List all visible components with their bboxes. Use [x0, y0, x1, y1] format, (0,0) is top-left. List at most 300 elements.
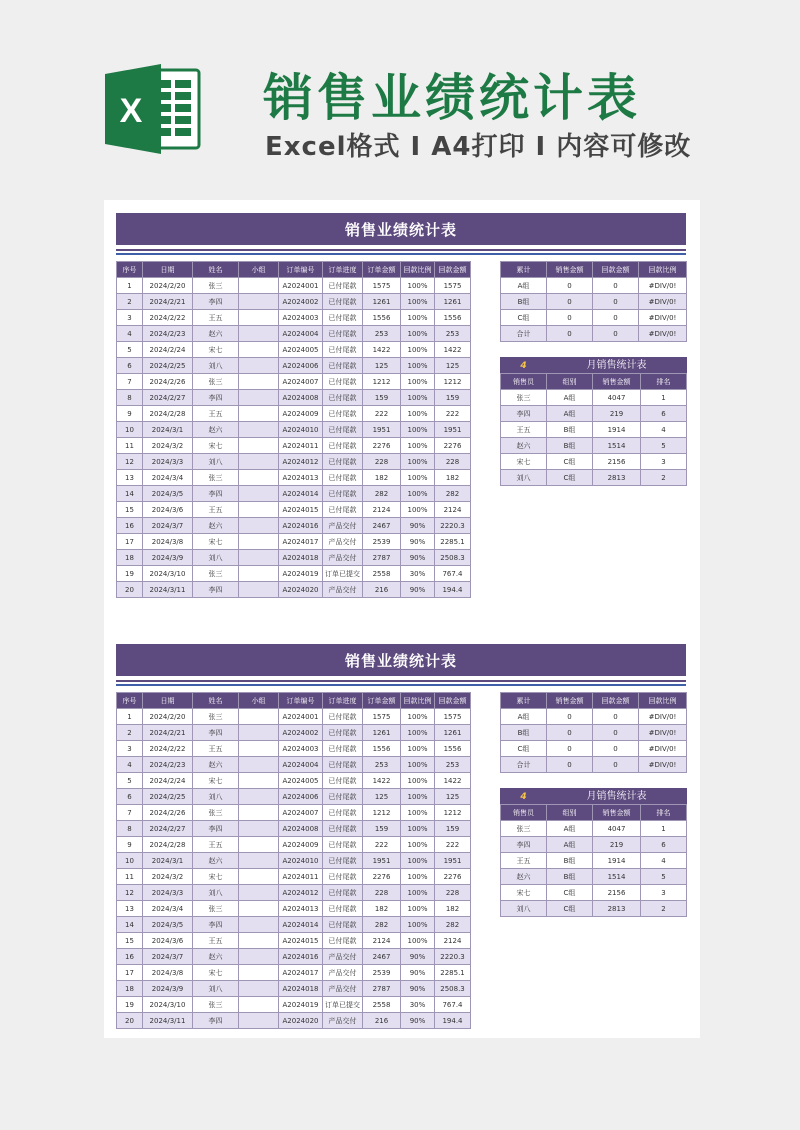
table-cell: [239, 454, 279, 470]
summary-row: [501, 757, 687, 773]
group-summary-table: [500, 692, 687, 773]
table-cell: 李四: [501, 837, 547, 853]
page-subtitle: Excel格式 I A4打印 I 内容可修改: [265, 132, 692, 162]
table-cell: 已付尾款: [323, 837, 363, 853]
column-header: 序号: [117, 262, 143, 278]
table-cell: 2: [117, 294, 143, 310]
table-cell: 1212: [363, 374, 401, 390]
table-cell: A2024002: [279, 294, 323, 310]
table-cell: 10: [117, 422, 143, 438]
table-cell: 0: [547, 326, 593, 342]
table-cell: 宋七: [193, 869, 239, 885]
table-cell: 90%: [401, 534, 435, 550]
table-cell: A2024001: [279, 709, 323, 725]
table-cell: 6: [641, 406, 687, 422]
table-cell: 0: [547, 741, 593, 757]
table-cell: 4: [117, 757, 143, 773]
table-cell: 1514: [593, 869, 641, 885]
summary-row: [501, 278, 687, 294]
table-cell: 100%: [401, 390, 435, 406]
table-cell: 17: [117, 534, 143, 550]
table-cell: A2024002: [279, 725, 323, 741]
table-cell: 李四: [193, 917, 239, 933]
table-header-row: [501, 262, 687, 278]
column-header: 组别: [547, 805, 593, 821]
table-cell: 228: [435, 885, 471, 901]
table-cell: 100%: [401, 326, 435, 342]
month-number: 4: [501, 358, 547, 374]
table-cell: 刘八: [193, 550, 239, 566]
table-row: [117, 933, 471, 949]
table-cell: 1261: [363, 725, 401, 741]
table-cell: 产品交付: [323, 550, 363, 566]
table-cell: C组: [547, 901, 593, 917]
table-cell: 赵六: [501, 438, 547, 454]
divider: [116, 680, 686, 682]
table-cell: [239, 901, 279, 917]
table-cell: 2285.1: [435, 965, 471, 981]
table-cell: 282: [363, 486, 401, 502]
table-cell: A组: [501, 709, 547, 725]
table-cell: 张三: [193, 805, 239, 821]
table-cell: 100%: [401, 821, 435, 837]
table-cell: 宋七: [193, 534, 239, 550]
table-cell: 张三: [501, 821, 547, 837]
table-cell: 5: [641, 869, 687, 885]
table-cell: 2024/2/22: [143, 310, 193, 326]
table-cell: [239, 805, 279, 821]
table-cell: 4: [641, 422, 687, 438]
table-cell: 100%: [401, 741, 435, 757]
table-cell: 100%: [401, 438, 435, 454]
table-cell: 产品交付: [323, 981, 363, 997]
table-cell: 张三: [193, 374, 239, 390]
table-cell: A2024006: [279, 789, 323, 805]
table-cell: 1556: [435, 741, 471, 757]
table-cell: 2024/3/1: [143, 422, 193, 438]
table-cell: 9: [117, 406, 143, 422]
table-cell: [239, 566, 279, 582]
column-header: 回款比例: [639, 693, 687, 709]
table-cell: 100%: [401, 454, 435, 470]
table-cell: 已付尾款: [323, 725, 363, 741]
table-cell: B组: [547, 438, 593, 454]
table-row: [117, 454, 471, 470]
table-cell: 0: [593, 310, 639, 326]
table-row: [117, 406, 471, 422]
table-cell: 219: [593, 406, 641, 422]
table-cell: 2024/3/5: [143, 486, 193, 502]
column-header: 小组: [239, 262, 279, 278]
table-cell: 11: [117, 869, 143, 885]
table-cell: 1575: [435, 709, 471, 725]
table-cell: [239, 486, 279, 502]
summary-row: [501, 709, 687, 725]
column-header: 回款比例: [401, 262, 435, 278]
table-row: [117, 885, 471, 901]
table-cell: 2024/3/2: [143, 438, 193, 454]
table-cell: 182: [363, 901, 401, 917]
table-row: [117, 582, 471, 598]
table-cell: 194.4: [435, 1013, 471, 1029]
table-cell: [239, 1013, 279, 1029]
table-cell: 王五: [193, 933, 239, 949]
table-cell: 1261: [435, 725, 471, 741]
table-row: [117, 518, 471, 534]
table-cell: 228: [363, 885, 401, 901]
table-cell: 6: [641, 837, 687, 853]
table-cell: 2024/2/24: [143, 342, 193, 358]
table-cell: [239, 326, 279, 342]
table-cell: 1575: [363, 278, 401, 294]
table-cell: 2813: [593, 470, 641, 486]
table-cell: [239, 374, 279, 390]
table-cell: A2024003: [279, 741, 323, 757]
table-cell: A组: [547, 390, 593, 406]
month-row: [501, 821, 687, 837]
table-cell: 14: [117, 917, 143, 933]
column-header: 回款比例: [639, 262, 687, 278]
column-header: 销售员: [501, 374, 547, 390]
table-cell: 2024/2/25: [143, 358, 193, 374]
table-cell: 2024/2/27: [143, 821, 193, 837]
table-cell: A2024007: [279, 805, 323, 821]
table-cell: 2276: [435, 869, 471, 885]
table-cell: 已付尾款: [323, 390, 363, 406]
table-cell: 1556: [435, 310, 471, 326]
table-cell: 1556: [363, 741, 401, 757]
table-row: [117, 821, 471, 837]
table-cell: 13: [117, 901, 143, 917]
table-cell: 1575: [435, 278, 471, 294]
table-cell: 已付尾款: [323, 773, 363, 789]
table-cell: 5: [117, 342, 143, 358]
column-header: 排名: [641, 805, 687, 821]
table-cell: 15: [117, 933, 143, 949]
table-cell: 已付尾款: [323, 885, 363, 901]
month-number: 4: [501, 789, 547, 805]
table-cell: 已付尾款: [323, 470, 363, 486]
table-cell: A2024010: [279, 853, 323, 869]
table-row: [117, 917, 471, 933]
table-cell: 3: [117, 310, 143, 326]
table-row: [117, 949, 471, 965]
table-cell: 2024/3/11: [143, 582, 193, 598]
table-cell: 0: [593, 757, 639, 773]
table-cell: 2: [641, 470, 687, 486]
column-header: 订单进度: [323, 262, 363, 278]
table-row: [117, 294, 471, 310]
table-cell: [239, 789, 279, 805]
table-cell: A2024007: [279, 374, 323, 390]
table-cell: 产品交付: [323, 965, 363, 981]
table-cell: 2: [641, 901, 687, 917]
table-cell: A2024006: [279, 358, 323, 374]
table-cell: 1951: [363, 422, 401, 438]
table-cell: #DIV/0!: [639, 326, 687, 342]
table-cell: 2276: [363, 869, 401, 885]
column-header: 回款金额: [435, 693, 471, 709]
table-cell: [239, 821, 279, 837]
table-cell: [239, 949, 279, 965]
table-cell: 赵六: [193, 757, 239, 773]
table-cell: 1: [117, 709, 143, 725]
table-row: [117, 997, 471, 1013]
table-cell: 2124: [435, 502, 471, 518]
table-cell: 已付尾款: [323, 502, 363, 518]
table-cell: [239, 358, 279, 374]
table-row: [117, 725, 471, 741]
table-cell: A2024017: [279, 534, 323, 550]
table-cell: A2024014: [279, 486, 323, 502]
table-cell: A2024020: [279, 1013, 323, 1029]
table-cell: A2024016: [279, 518, 323, 534]
table-cell: 0: [547, 725, 593, 741]
table-cell: 宋七: [193, 342, 239, 358]
table-cell: A2024008: [279, 390, 323, 406]
table-cell: 219: [593, 837, 641, 853]
table-cell: 13: [117, 470, 143, 486]
table-cell: 100%: [401, 422, 435, 438]
table-row: [117, 773, 471, 789]
table-cell: [239, 917, 279, 933]
table-cell: 赵六: [193, 422, 239, 438]
table-cell: 宋七: [501, 885, 547, 901]
table-cell: [239, 709, 279, 725]
table-cell: 8: [117, 390, 143, 406]
table-cell: #DIV/0!: [639, 725, 687, 741]
table-cell: 2276: [363, 438, 401, 454]
table-row: [117, 438, 471, 454]
table-cell: 已付尾款: [323, 709, 363, 725]
month-row: [501, 869, 687, 885]
table-cell: 0: [593, 294, 639, 310]
sales-detail-table: [116, 692, 471, 1029]
table-cell: 100%: [401, 709, 435, 725]
table-cell: 王五: [193, 406, 239, 422]
column-header: 回款金额: [593, 262, 639, 278]
table-cell: 100%: [401, 805, 435, 821]
table-cell: A2024015: [279, 933, 323, 949]
table-cell: [239, 470, 279, 486]
table-cell: 0: [547, 757, 593, 773]
table-cell: 刘八: [193, 789, 239, 805]
table-cell: 2024/3/5: [143, 917, 193, 933]
table-cell: 30%: [401, 997, 435, 1013]
table-cell: 100%: [401, 278, 435, 294]
table-cell: 李四: [193, 582, 239, 598]
table-cell: A2024001: [279, 278, 323, 294]
table-cell: 2156: [593, 454, 641, 470]
table-cell: 4047: [593, 821, 641, 837]
table-cell: 253: [363, 757, 401, 773]
table-cell: 216: [363, 1013, 401, 1029]
month-row: [501, 901, 687, 917]
table-cell: #DIV/0!: [639, 757, 687, 773]
table-cell: 1422: [435, 342, 471, 358]
table-header-row: [501, 693, 687, 709]
table-cell: 18: [117, 981, 143, 997]
table-cell: 100%: [401, 342, 435, 358]
table-cell: 100%: [401, 933, 435, 949]
table-cell: 2558: [363, 997, 401, 1013]
table-cell: 2024/3/3: [143, 885, 193, 901]
table-cell: 张三: [193, 901, 239, 917]
table-cell: 125: [435, 789, 471, 805]
table-cell: A2024013: [279, 470, 323, 486]
table-cell: 19: [117, 566, 143, 582]
table-cell: 2024/3/9: [143, 550, 193, 566]
table-cell: A组: [547, 406, 593, 422]
table-cell: 100%: [401, 725, 435, 741]
table-cell: 1951: [435, 853, 471, 869]
table-cell: C组: [547, 454, 593, 470]
table-cell: 赵六: [501, 869, 547, 885]
table-cell: 12: [117, 454, 143, 470]
table-cell: 3: [117, 741, 143, 757]
divider: [116, 684, 686, 686]
table-cell: 已付尾款: [323, 869, 363, 885]
table-cell: A2024003: [279, 310, 323, 326]
table-cell: #DIV/0!: [639, 741, 687, 757]
table-cell: A2024010: [279, 422, 323, 438]
table-row: [117, 965, 471, 981]
table-cell: 2124: [363, 933, 401, 949]
table-cell: C组: [547, 885, 593, 901]
table-cell: 3: [641, 454, 687, 470]
table-cell: 李四: [193, 294, 239, 310]
table-cell: 1: [641, 821, 687, 837]
table-cell: 已付尾款: [323, 789, 363, 805]
table-row: [117, 374, 471, 390]
table-cell: 已付尾款: [323, 326, 363, 342]
table-cell: 已付尾款: [323, 933, 363, 949]
table-cell: #DIV/0!: [639, 310, 687, 326]
column-header: 累计: [501, 262, 547, 278]
table-cell: A2024019: [279, 566, 323, 582]
table-cell: 282: [435, 917, 471, 933]
table-cell: 282: [435, 486, 471, 502]
table-cell: 9: [117, 837, 143, 853]
table-cell: 222: [435, 406, 471, 422]
sheet-banner: 销售业绩统计表: [116, 213, 686, 245]
column-header: 订单编号: [279, 262, 323, 278]
table-cell: 2220.3: [435, 518, 471, 534]
table-cell: 1575: [363, 709, 401, 725]
excel-icon: [103, 64, 203, 154]
month-title: 月销售统计表: [547, 358, 687, 374]
table-cell: 3: [641, 885, 687, 901]
table-cell: 2220.3: [435, 949, 471, 965]
table-cell: 15: [117, 502, 143, 518]
table-row: [117, 422, 471, 438]
table-cell: B组: [547, 869, 593, 885]
column-header: 姓名: [193, 693, 239, 709]
table-cell: 216: [363, 582, 401, 598]
table-cell: 2024/3/10: [143, 997, 193, 1013]
table-cell: 李四: [193, 821, 239, 837]
table-cell: 2024/3/4: [143, 901, 193, 917]
table-cell: 2024/3/8: [143, 534, 193, 550]
table-cell: 0: [593, 725, 639, 741]
divider: [116, 253, 686, 255]
table-cell: 0: [547, 278, 593, 294]
table-cell: 2508.3: [435, 550, 471, 566]
month-row: [501, 470, 687, 486]
table-cell: 100%: [401, 294, 435, 310]
table-cell: 30%: [401, 566, 435, 582]
table-cell: 李四: [193, 486, 239, 502]
table-cell: 2024/3/6: [143, 933, 193, 949]
column-header: 回款金额: [435, 262, 471, 278]
table-cell: 100%: [401, 789, 435, 805]
table-cell: [239, 869, 279, 885]
column-header: 日期: [143, 262, 193, 278]
table-cell: 2024/3/4: [143, 470, 193, 486]
table-cell: 2467: [363, 518, 401, 534]
table-row: [117, 869, 471, 885]
table-cell: C组: [501, 310, 547, 326]
table-cell: 赵六: [193, 949, 239, 965]
table-cell: 17: [117, 965, 143, 981]
table-cell: 2558: [363, 566, 401, 582]
table-cell: A2024017: [279, 965, 323, 981]
table-cell: A2024012: [279, 885, 323, 901]
sales-detail-table: [116, 261, 471, 598]
month-row: [501, 837, 687, 853]
table-cell: 182: [435, 901, 471, 917]
table-cell: 2024/2/21: [143, 294, 193, 310]
column-header: 销售员: [501, 805, 547, 821]
table-cell: [239, 997, 279, 1013]
divider: [116, 249, 686, 251]
table-cell: 2024/3/11: [143, 1013, 193, 1029]
table-cell: 李四: [193, 1013, 239, 1029]
table-row: [117, 837, 471, 853]
table-cell: C组: [501, 741, 547, 757]
table-cell: 2467: [363, 949, 401, 965]
table-cell: 253: [435, 757, 471, 773]
table-cell: 5: [117, 773, 143, 789]
column-header: 销售金额: [547, 693, 593, 709]
month-row: [501, 853, 687, 869]
table-row: [117, 789, 471, 805]
table-cell: 767.4: [435, 566, 471, 582]
table-cell: [239, 725, 279, 741]
table-cell: 253: [363, 326, 401, 342]
table-cell: A2024005: [279, 773, 323, 789]
table-cell: #DIV/0!: [639, 278, 687, 294]
table-cell: 订单已提交: [323, 566, 363, 582]
table-row: [117, 310, 471, 326]
table-cell: 已付尾款: [323, 374, 363, 390]
table-cell: 2024/2/23: [143, 757, 193, 773]
table-cell: 4047: [593, 390, 641, 406]
table-row: [117, 358, 471, 374]
table-cell: 张三: [501, 390, 547, 406]
table-cell: 90%: [401, 518, 435, 534]
table-cell: 100%: [401, 757, 435, 773]
table-cell: 1556: [363, 310, 401, 326]
monthly-table-title: [500, 357, 687, 374]
table-cell: B组: [501, 294, 547, 310]
table-cell: 0: [593, 709, 639, 725]
table-cell: [239, 422, 279, 438]
table-cell: [239, 502, 279, 518]
table-cell: 已付尾款: [323, 805, 363, 821]
column-header: 销售金额: [593, 374, 641, 390]
table-header-row: [117, 693, 471, 709]
